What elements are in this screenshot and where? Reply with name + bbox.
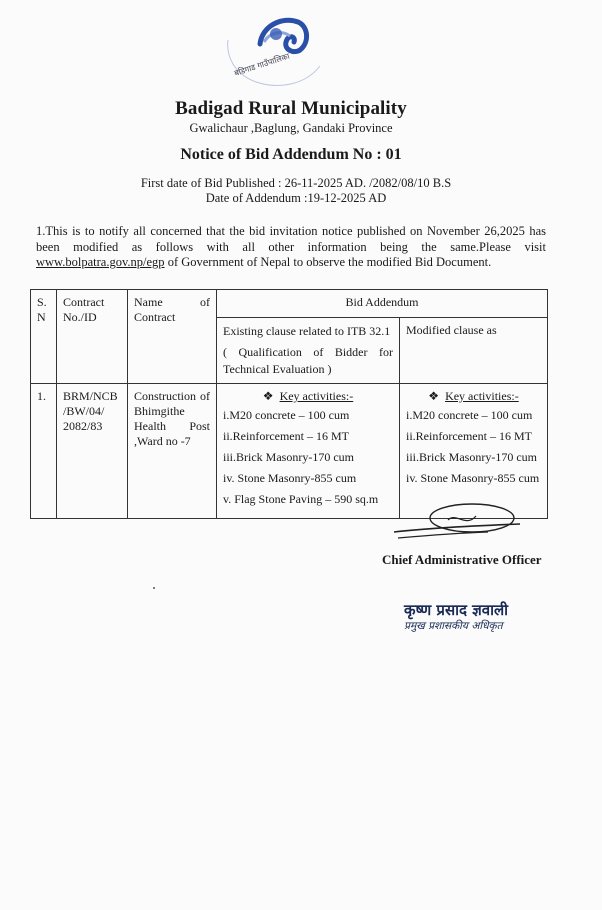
modified-activities-title: Key activities:-: [445, 389, 519, 403]
header-existing-clause: [217, 318, 400, 384]
intro-paragraph: [36, 224, 546, 271]
existing-clause-label: Existing clause related to ITB 32.1: [223, 324, 391, 338]
municipality-logo-icon: [220, 12, 332, 90]
existing-clause-subtitle: ( Qualification of Bidder for Technical Evaluation ): [223, 345, 393, 376]
existing-activities-title: Key activities:-: [279, 389, 354, 403]
header-modified-clause: Modified clause as: [400, 318, 548, 384]
header-name-word: Name: [134, 295, 163, 309]
modified-activity-item: iii.Brick Masonry-170 cum: [406, 450, 537, 464]
row-sn: 1.: [31, 384, 57, 519]
addendum-date: Date of Addendum :19-12-2025 AD: [205, 191, 387, 205]
diamond-bullet-icon: ❖: [428, 389, 440, 403]
existing-activity-item: iv. Stone Masonry-855 cum: [223, 471, 357, 485]
signature-icon: [388, 498, 524, 548]
stamp-name: कृष्ण प्रसाद ज्ञवाली: [404, 601, 509, 619]
header-contract-name: [128, 290, 217, 384]
existing-activity-item: i.M20 concrete – 100 cum: [223, 408, 350, 422]
notice-dates: [0, 176, 592, 206]
modified-activity-item: iv. Stone Masonry-855 cum: [406, 471, 540, 485]
stamp-title: प्रमुख प्रशासकीय अधिकृत: [404, 620, 503, 632]
modified-activities-heading: [406, 389, 541, 404]
header-of-word: of: [200, 295, 210, 309]
row-contract-name: Construction of Bhimgithe Health Post ,Ward no -7: [128, 384, 217, 519]
header-sn: S. N: [31, 290, 57, 384]
header-contract-no: Contract No./ID: [57, 290, 128, 384]
org-address: Gwalichaur ,Baglung, Gandaki Province: [189, 121, 393, 135]
officer-title: Chief Administrative Officer: [382, 552, 542, 567]
org-name: Badigad Rural Municipality: [175, 98, 407, 119]
modified-activity-item: i.M20 concrete – 100 cum: [406, 408, 533, 422]
published-date: First date of Bid Published : 26-11-2025 AD. /2082/08/10 B.S: [140, 176, 452, 190]
existing-activity-item: iii.Brick Masonry-170 cum: [223, 450, 354, 464]
officer-stamp: [404, 600, 508, 633]
header-bid-addendum: Bid Addendum: [217, 290, 548, 318]
existing-activities-heading: [223, 389, 393, 404]
intro-text-before: 1.This is to notify all concerned that the bid invitation notice published on November 26,2025 has been modified as follows with all other information being the same.Please visit: [36, 224, 546, 254]
table-header-row: [31, 290, 548, 318]
header-contract-word: Contract: [134, 310, 176, 324]
intro-text-after: of Government of Nepal to observe the modified Bid Document.: [164, 255, 492, 269]
existing-activity-item: v. Flag Stone Paving – 590 sq.m: [223, 492, 379, 506]
row-contract-no: BRM/NCB /BW/04/ 2082/83: [57, 384, 128, 519]
bid-addendum-table: [30, 289, 548, 519]
modified-activity-item: ii.Reinforcement – 16 MT: [406, 429, 532, 443]
logo-text: बडिगाड गाउँपालिका: [233, 51, 291, 78]
bolpatra-link[interactable]: www.bolpatra.gov.np/egp: [36, 255, 165, 269]
diamond-bullet-icon: ❖: [262, 389, 274, 403]
row-existing-activities: [217, 384, 400, 519]
notice-title: Notice of Bid Addendum No : 01: [180, 146, 402, 163]
existing-activity-item: ii.Reinforcement – 16 MT: [223, 429, 349, 443]
speck-dot: [153, 587, 155, 589]
letterhead: [0, 98, 582, 136]
